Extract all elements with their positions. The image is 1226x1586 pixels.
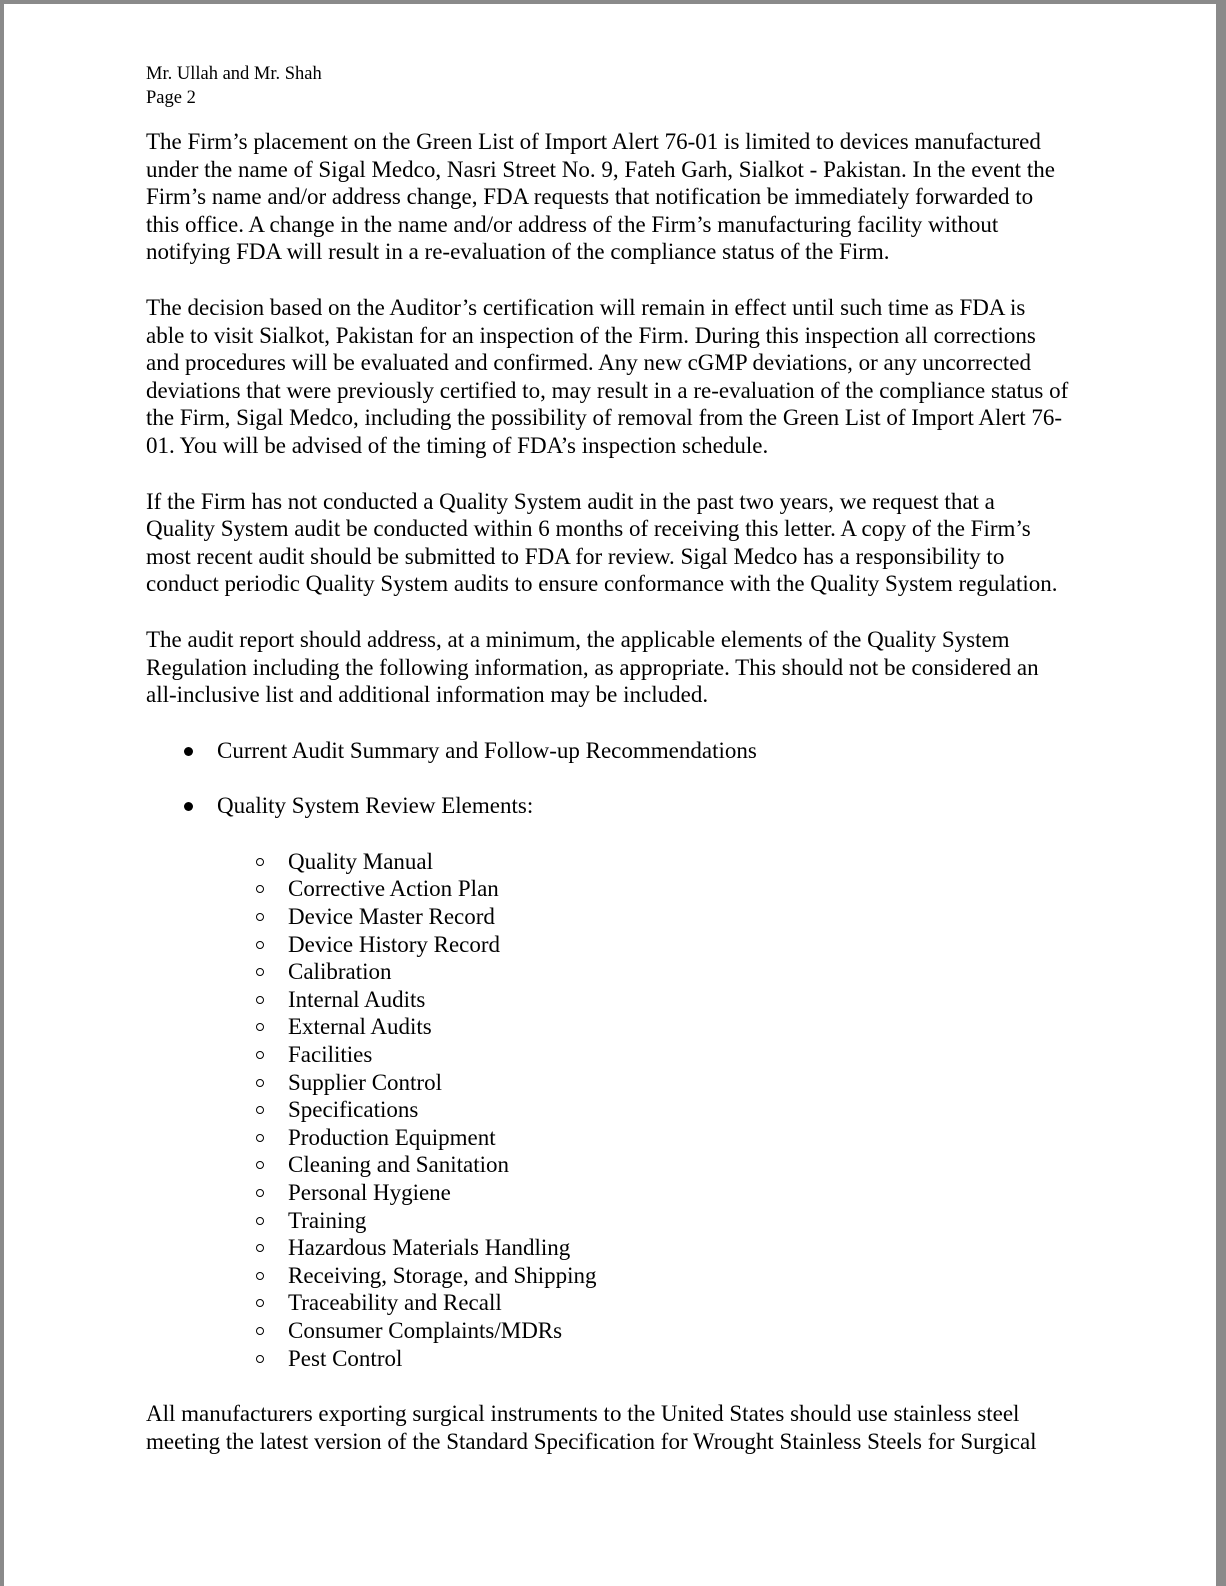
bullet-item-review-elements — [146, 792, 1106, 1372]
list-item — [146, 986, 1106, 1014]
list-item-label: Specifications — [288, 1097, 419, 1123]
circle-bullet-icon — [256, 968, 264, 976]
circle-bullet-icon — [256, 1327, 264, 1335]
list-item — [146, 1345, 1106, 1373]
list-item-label: Device History Record — [288, 931, 501, 957]
text-line: The Firm’s placement on the Green List of Import Alert 76-01 is limited to devices manufactured — [146, 129, 1041, 154]
list-item — [146, 1179, 1106, 1207]
list-item-label: Training — [288, 1207, 367, 1233]
list-item — [146, 1317, 1106, 1345]
audit-report-bullet-list — [146, 737, 1106, 1372]
list-item-label: Calibration — [288, 959, 392, 985]
text-line: If the Firm has not conducted a Quality System audit in the past two years, we request that a — [146, 488, 995, 514]
list-item-label: Corrective Action Plan — [288, 876, 499, 902]
circle-bullet-icon — [256, 996, 264, 1004]
list-item — [146, 1124, 1106, 1152]
circle-bullet-icon — [256, 1272, 264, 1280]
list-item-label: External Audits — [288, 1014, 432, 1040]
list-item-label: Production Equipment — [288, 1124, 496, 1150]
list-item-label: Cleaning and Sanitation — [288, 1152, 510, 1178]
circle-bullet-icon — [256, 885, 264, 893]
text-line: under the name of Sigal Medco, Nasri Street No. 9, Fateh Garh, Sialkot - Pakistan. In the event the — [146, 156, 1055, 182]
list-item — [146, 1096, 1106, 1124]
list-item — [146, 1069, 1106, 1097]
list-item — [146, 1151, 1106, 1179]
circle-bullet-icon — [256, 1023, 264, 1031]
text-line: Firm’s name and/or address change, FDA requests that notification be immediately forwarded to — [146, 184, 1034, 210]
bullet-icon — [184, 747, 193, 756]
bullet-label: Quality System Review Elements: — [217, 793, 534, 819]
list-item-label: Traceability and Recall — [288, 1290, 502, 1316]
text-line: Quality System audit be conducted within 6 months of receiving this letter. A copy of the Firm’s — [146, 516, 1031, 542]
text-line: the Firm, Sigal Medco, including the possibility of removal from the Green List of Import Alert 76- — [146, 405, 1063, 431]
list-item — [146, 1013, 1106, 1041]
list-item-label: Device Master Record — [288, 904, 495, 930]
circle-bullet-icon — [256, 1217, 264, 1225]
list-item-label: Quality Manual — [288, 848, 433, 874]
letter-header — [146, 62, 1106, 110]
text-line: The audit report should address, at a minimum, the applicable elements of the Quality System — [146, 626, 1010, 652]
circle-bullet-icon — [256, 1106, 264, 1114]
circle-bullet-icon — [256, 1079, 264, 1087]
list-item — [146, 903, 1106, 931]
list-item — [146, 1207, 1106, 1235]
list-item — [146, 1262, 1106, 1290]
text-line: able to visit Sialkot, Pakistan for an inspection of the Firm. During this inspection all corrections — [146, 322, 1036, 348]
list-item — [146, 848, 1106, 876]
letter-body — [146, 62, 1106, 1455]
paragraph-auditor-certification — [146, 294, 1106, 460]
list-item-label: Consumer Complaints/MDRs — [288, 1317, 563, 1343]
circle-bullet-icon — [256, 1355, 264, 1363]
recipient-line: Mr. Ullah and Mr. Shah — [146, 64, 322, 84]
list-item — [146, 1289, 1106, 1317]
list-item-label: Facilities — [288, 1042, 373, 1068]
bullet-icon — [184, 802, 193, 811]
list-item-label: Hazardous Materials Handling — [288, 1235, 571, 1261]
circle-bullet-icon — [256, 941, 264, 949]
text-line: all-inclusive list and additional information may be included. — [146, 682, 709, 708]
list-item-label: Supplier Control — [288, 1069, 442, 1095]
circle-bullet-icon — [256, 1051, 264, 1059]
text-line: notifying FDA will result in a re-evaluation of the compliance status of the Firm. — [146, 239, 890, 265]
circle-bullet-icon — [256, 1299, 264, 1307]
paragraph-green-list-placement — [146, 128, 1106, 266]
list-item — [146, 958, 1106, 986]
list-item — [146, 1234, 1106, 1262]
circle-bullet-icon — [256, 1189, 264, 1197]
bullet-item-audit-summary — [146, 737, 1106, 765]
text-line: conduct periodic Quality System audits to ensure conformance with the Quality System regulation. — [146, 571, 1058, 597]
paragraph-quality-system-audit — [146, 488, 1106, 598]
circle-bullet-icon — [256, 913, 264, 921]
paragraph-audit-report — [146, 626, 1106, 709]
review-elements-list — [217, 848, 1106, 1372]
text-line: Regulation including the following information, as appropriate. This should not be considered an — [146, 654, 1039, 680]
circle-bullet-icon — [256, 858, 264, 866]
list-item — [146, 931, 1106, 959]
list-item-label: Internal Audits — [288, 986, 426, 1012]
text-line: The decision based on the Auditor’s certification will remain in effect until such time as FDA is — [146, 294, 1026, 320]
circle-bullet-icon — [256, 1244, 264, 1252]
text-line: most recent audit should be submitted to FDA for review. Sigal Medco has a responsibility to — [146, 543, 1005, 569]
text-line: this office. A change in the name and/or address of the Firm’s manufacturing facility without — [146, 211, 999, 237]
page-number: Page 2 — [146, 88, 196, 108]
bullet-label: Current Audit Summary and Follow-up Recommendations — [217, 737, 757, 763]
paragraph-stainless-steel — [146, 1400, 1106, 1455]
circle-bullet-icon — [256, 1134, 264, 1142]
list-item-label: Pest Control — [288, 1345, 403, 1371]
text-line: deviations that were previously certified to, may result in a re-evaluation of the compliance status of — [146, 377, 1069, 403]
list-item-label: Personal Hygiene — [288, 1180, 451, 1205]
circle-bullet-icon — [256, 1161, 264, 1169]
list-item — [146, 875, 1106, 903]
text-line: and procedures will be evaluated and confirmed. Any new cGMP deviations, or any uncorrected — [146, 350, 1031, 376]
text-line: 01. You will be advised of the timing of FDA’s inspection schedule. — [146, 432, 769, 458]
list-item-label: Receiving, Storage, and Shipping — [288, 1262, 597, 1288]
text-line: meeting the latest version of the Standard Specification for Wrought Stainless Steels for Surgical — [146, 1428, 1037, 1454]
list-item — [146, 1041, 1106, 1069]
text-line: All manufacturers exporting surgical instruments to the United States should use stainless steel — [146, 1401, 1020, 1427]
